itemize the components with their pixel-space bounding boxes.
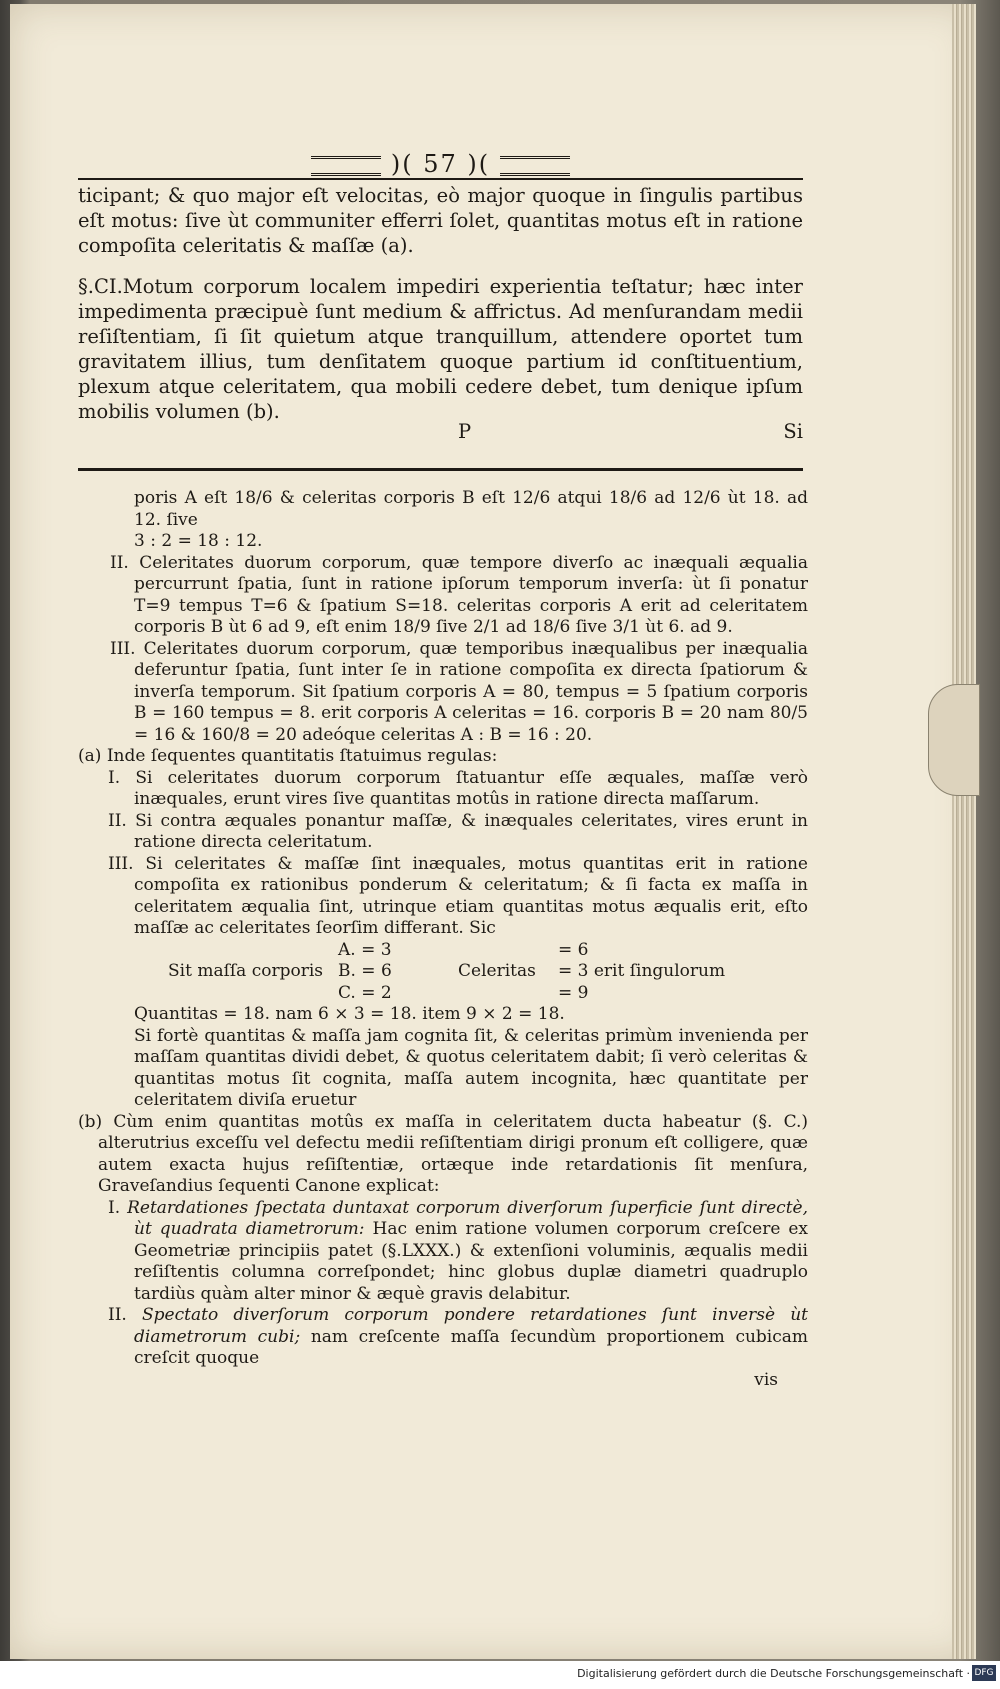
- table-cell: A. = 3: [338, 939, 392, 960]
- item-label: II.: [108, 810, 127, 831]
- item-text: Si celeritates duorum corporum ſtatuantur eſſe æquales, maſſæ verò inæquales, erunt vires ſive quantitas motûs in ratione directa maſſarum.: [134, 767, 808, 809]
- footnotes: [78, 488, 808, 1391]
- ornament-right: [500, 156, 570, 176]
- main-text: [78, 183, 803, 424]
- main-paragraph-1: ticipant; & quo major eſt velocitas, eò major quoque in ſingulis partibus eſt motus: ſive ùt communiter efferri ſolet, quantitas motus eſt in ratione compoſita celeritatis & maſſæ (a).: [78, 184, 803, 257]
- running-header: [78, 150, 803, 180]
- catchword: Si: [783, 420, 803, 443]
- note-label: (b): [78, 1111, 103, 1132]
- item-text: Si contra æquales ponantur maſſæ, & inæquales celeritates, vires erunt in ratione directa celeritatum.: [134, 810, 808, 852]
- note-line: poris A eſt 18/6 & celeritas corporis B eſt 12/6 atqui 18/6 ad 12/6 ùt 18. ad 12. ſive: [134, 488, 808, 530]
- note-line: 3 : 2 = 18 : 12.: [134, 531, 263, 551]
- table-cell: [558, 961, 726, 983]
- item-text: Hac enim ratione volumen corporum creſcere ex Geometriæ principiis patet (§.LXXX.) & extenſioni voluminis, æqualis medii reſiſtentis columna correſpondet; hinc globus duplæ diametri quadruplo tardiùs quàm alter minor & æquè gravis delabitur.: [134, 1219, 809, 1304]
- item-label: II.: [108, 1305, 127, 1325]
- table-value: erit ſingulorum: [593, 961, 726, 981]
- item-label: III.: [108, 853, 134, 874]
- footer-credit: Digitalisierung gefördert durch die Deutsche Forschungsgemeinschaft ·: [577, 1667, 970, 1680]
- item-text: nam creſcente maſſa ſecundùm proportionem cubicam creſcit quoque: [134, 1326, 809, 1368]
- bracket-left: )(: [390, 150, 414, 178]
- ornament-left: [311, 156, 381, 176]
- item-label: I.: [108, 1197, 121, 1218]
- item-text: Si celeritates & maſſæ ſint inæquales, motus quantitas erit in ratione compoſita ex rationibus ponderum & celeritatum; & ſi facta ex maſſa in celeritatem æqualia ſint, utrinque etiam quantitas motus æqualis erit, eſto maſſæ ac celeritates ſeorſim differant. Sic: [134, 853, 808, 938]
- item-text: Celeritates duorum corporum, quæ temporibus inæqualibus per inæqualia deferuntur ſpatia, ſunt inter ſe in ratione compoſita ex directa ſpatiorum & inverſa temporum. Sit ſpatium corporis A = 80, tempus = 5 ſpatium corporis B = 160 tempus = 8. erit corporis A celeritas = 16. corporis B = 20 nam 80/5 = 16 & 160/8 = 20 adeóque celeritas A : B = 16 : 20.: [134, 638, 808, 745]
- note-label: (a): [78, 746, 102, 766]
- catchword: vis: [754, 1369, 778, 1390]
- bracket-right: )(: [467, 150, 491, 178]
- item-italic: Retardationes ſpectata duntaxat corporum diverſorum ſuperficie ſunt directè, ùt quadrata diametrorum:: [127, 1197, 808, 1239]
- item-label: II.: [110, 552, 129, 573]
- table-cell: B. = 6: [338, 961, 392, 981]
- item-label: III.: [110, 638, 136, 659]
- table-cell: C. = 2: [338, 982, 392, 1003]
- page-number: 57: [423, 150, 458, 178]
- dfg-logo: DFG: [972, 1665, 996, 1681]
- table-cell: Sit maſſa corporis: [168, 961, 323, 981]
- table-cell: Celeritas: [458, 961, 536, 981]
- note-text: Inde ſequentes quantitatis ſtatuimus regulas:: [106, 746, 498, 766]
- header-rule: [78, 178, 803, 180]
- mass-velocity-table: [168, 940, 808, 1005]
- quantity-line: Quantitas = 18. nam 6 × 3 = 18. item 9 × 2 = 18.: [134, 1004, 565, 1024]
- page-edge: [952, 4, 976, 1659]
- item-italic: Spectato diverſorum corporum pondere retardationes ſunt inversè ùt diametrorum cubi;: [134, 1305, 808, 1347]
- footer-bar: [0, 1661, 1000, 1689]
- table-cell: = 6: [558, 939, 589, 960]
- note-line: Si fortè quantitas & maſſa jam cognita ſit, & celeritas primùm invenienda per maſſam quantitas dividi debet, & quotus celeritatem dabit; ſi verò celeritas & quantitas motus ſit cognita, maſſa autem incognita, hæc quantitate per celeritatem diviſa eruetur: [134, 1025, 808, 1110]
- table-cell: = 9: [558, 982, 589, 1003]
- table-value: = 3: [558, 961, 589, 981]
- main-paragraph-2: §.CI.Motum corporum localem impediri experientia teſtatur; hæc inter impedimenta præcipuè ſunt medium & affrictus. Ad menſurandam medii reſiſtentiam, ſi ſit quietum atque tranquillum, attendere oportet tum gravitatem illius, tum denſitatem quoque partium id conſtituentium, plexum atque celeritatem, qua mobili cedere debet, tum denique ipſum mobilis volumen (b).: [78, 275, 803, 423]
- signature-mark: P: [458, 420, 472, 443]
- item-label: I.: [108, 767, 121, 788]
- page-tab: [928, 684, 980, 796]
- note-text: Cùm enim quantitas motûs ex maſſa in celeritatem ducta habeatur (§. C.) alterutrius exceſſu vel defectu medii reſiſtentiam dirigi pronum eſt colligere, quæ autem exacta hujus reſiſtentiæ, ortæque inde retardationis ſit menſura, Graveſandius ſequenti Canone explicat:: [98, 1111, 809, 1196]
- notes-rule: [78, 468, 803, 471]
- item-text: Celeritates duorum corporum, quæ tempore diverſo ac inæquali æqualia percurrunt ſpatia, ſunt in ratione ipſorum temporum inverſa: ùt ſi ponatur T=9 tempus T=6 & ſpatium S=18. celeritas corporis A erit ad celeritatem corporis B ùt 6 ad 9, eſt enim 18/9 ſive 2/1 ad 18/6 ſive 3/1 ùt 6. ad 9.: [134, 552, 808, 637]
- catchword-line: [78, 420, 803, 446]
